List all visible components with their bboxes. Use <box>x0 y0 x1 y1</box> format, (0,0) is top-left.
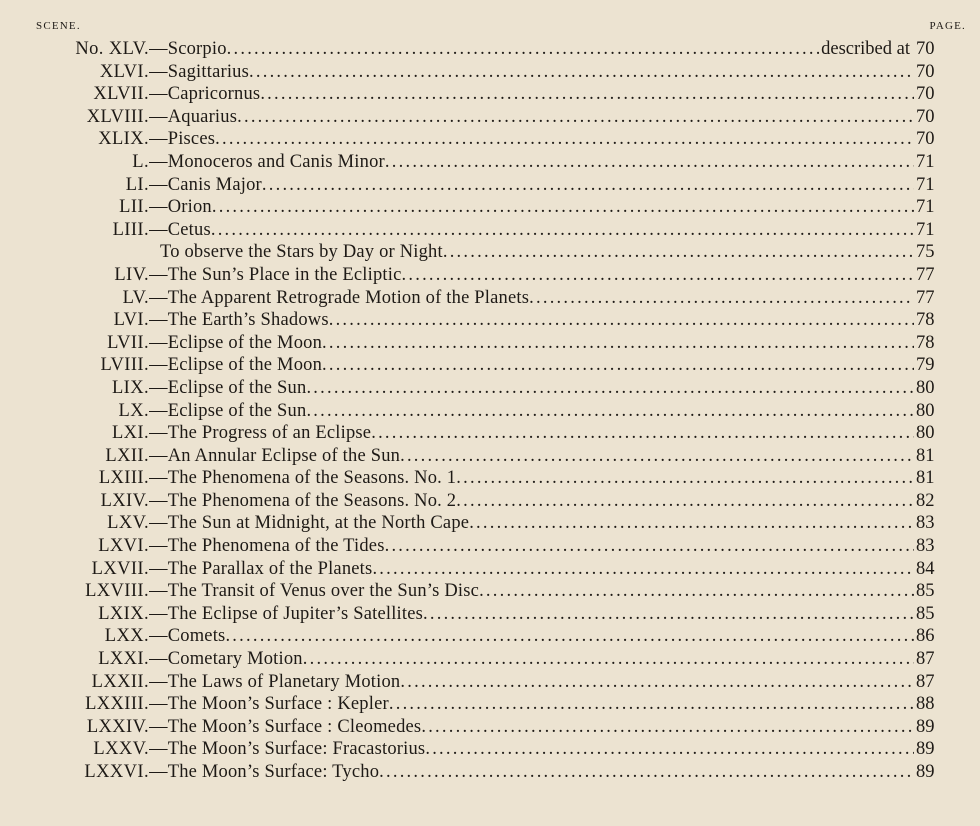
scene-number: LXX. <box>104 626 149 647</box>
entry-line <box>149 625 914 648</box>
page-number: 77 <box>916 287 935 308</box>
page-number: 83 <box>916 536 935 557</box>
dot-leader <box>402 264 914 287</box>
page-number: 71 <box>916 219 935 240</box>
entry-line <box>149 671 914 694</box>
contents-entry <box>0 422 980 445</box>
dot-leader <box>215 128 914 151</box>
scene-number: No. XLV. <box>75 39 149 59</box>
page-number: 70 <box>916 39 935 59</box>
entry-line <box>149 716 914 739</box>
page-number: 77 <box>916 264 935 285</box>
scene-number: LIV. <box>114 264 149 285</box>
contents-entry <box>0 648 980 671</box>
contents-entry <box>0 580 980 603</box>
page-number: 70 <box>916 84 935 105</box>
page-number: 71 <box>916 151 935 172</box>
page-number: 70 <box>916 129 935 150</box>
entry-line <box>149 38 914 61</box>
contents-entry <box>0 625 980 648</box>
page-number: 89 <box>916 762 935 782</box>
scene-title: —Eclipse of the Sun <box>149 377 307 398</box>
page-number: 88 <box>916 694 935 715</box>
scene-title: —Canis Major <box>149 174 262 195</box>
scene-title: —The Eclipse of Jupiter’s Satellites <box>149 603 424 624</box>
entry-suffix: described at <box>821 39 910 59</box>
page-number: 70 <box>916 61 935 82</box>
scene-title: —The Parallax of the Planets <box>149 558 373 579</box>
scene-title: —The Earth’s Shadows <box>149 310 329 331</box>
page-number: 85 <box>916 603 935 624</box>
scene-number: LXXII. <box>91 671 149 692</box>
scene-title: —The Apparent Retrograde Motion of the Planets <box>149 287 530 308</box>
scene-number: XLIX. <box>98 129 149 150</box>
entry-line <box>149 535 914 558</box>
dot-leader <box>385 535 914 558</box>
scene-number: LXXIII. <box>85 694 149 715</box>
scene-title: —The Laws of Planetary Motion <box>149 671 401 692</box>
contents-entry <box>0 83 980 106</box>
dot-leader <box>227 38 819 61</box>
dot-leader <box>479 580 914 603</box>
scene-title: —The Sun’s Place in the Ecliptic <box>149 264 402 285</box>
dot-leader <box>389 693 914 716</box>
entry-line <box>149 467 914 490</box>
dot-leader <box>303 648 914 671</box>
contents-entry <box>0 287 980 310</box>
page-number: 78 <box>916 310 935 331</box>
page-number: 89 <box>916 716 935 737</box>
scene-number: XLVIII. <box>86 106 149 127</box>
entry-line <box>149 196 914 219</box>
scene-title: —The Moon’s Surface : Kepler <box>149 694 389 715</box>
scene-number: LXXV. <box>93 739 149 760</box>
scene-number: LXXVI. <box>84 762 149 782</box>
page-number: 84 <box>916 558 935 579</box>
dot-leader <box>322 354 914 377</box>
entry-line <box>149 558 914 581</box>
dot-leader <box>456 467 914 490</box>
entry-line <box>149 61 914 84</box>
scene-title: —Eclipse of the Moon <box>149 355 323 376</box>
dot-leader <box>529 287 914 310</box>
scene-title: —Aquarius <box>149 106 238 127</box>
entry-line <box>149 512 914 535</box>
scene-title: —Cetus <box>149 219 211 240</box>
dot-leader <box>371 422 914 445</box>
scene-number: LXVII. <box>91 558 149 579</box>
dot-leader <box>329 309 914 332</box>
scene-number: LV. <box>122 287 149 308</box>
contents-entry <box>0 603 980 626</box>
page-number: 80 <box>916 377 935 398</box>
contents-entry <box>0 761 980 784</box>
scene-title: —The Progress of an Eclipse <box>149 423 372 444</box>
dot-leader <box>306 400 914 423</box>
scene-title: —The Moon’s Surface: Fracastorius <box>149 739 426 760</box>
scene-number: LXIV. <box>100 490 149 511</box>
scene-title: —The Sun at Midnight, at the North Cape <box>149 513 470 534</box>
dot-leader <box>306 377 914 400</box>
scene-number: LIII. <box>112 219 149 240</box>
entry-line <box>149 738 914 761</box>
scene-title: —Eclipse of the Moon <box>149 332 323 353</box>
contents-entry <box>0 106 980 129</box>
contents-entry <box>0 219 980 242</box>
entry-line <box>149 761 914 784</box>
dot-leader <box>260 83 914 106</box>
contents-entry <box>0 490 980 513</box>
entry-line <box>149 287 914 310</box>
page-number: 85 <box>916 581 935 602</box>
contents-list <box>0 38 980 784</box>
scene-title: —Monoceros and Canis Minor <box>149 151 385 172</box>
entry-line <box>149 422 914 445</box>
entry-line <box>149 490 914 513</box>
entry-line <box>149 603 914 626</box>
contents-entry <box>0 61 980 84</box>
page-number: 86 <box>916 626 935 647</box>
page-number: 70 <box>916 106 935 127</box>
dot-leader <box>212 196 914 219</box>
entry-line <box>149 151 914 174</box>
contents-entry <box>0 671 980 694</box>
entry-line <box>149 83 914 106</box>
scene-number: LX. <box>118 400 149 421</box>
entry-line <box>149 354 914 377</box>
scene-number: LXII. <box>105 445 149 466</box>
scene-title: —The Phenomena of the Tides <box>149 536 385 557</box>
scene-number: XLVII. <box>93 84 149 105</box>
contents-entry <box>0 693 980 716</box>
scene-title: —The Phenomena of the Seasons. No. 1 <box>149 468 457 489</box>
page-number: 78 <box>916 332 935 353</box>
page-number: 87 <box>916 671 935 692</box>
scene-title: —The Moon’s Surface : Cleomedes <box>149 716 422 737</box>
contents-entry <box>0 535 980 558</box>
entry-line <box>149 309 914 332</box>
page-number: 80 <box>916 423 935 444</box>
contents-entry <box>0 716 980 739</box>
contents-entry <box>0 309 980 332</box>
dot-leader <box>421 716 914 739</box>
entry-line <box>149 445 914 468</box>
entry-line <box>149 264 914 287</box>
contents-entry <box>0 38 980 61</box>
contents-entry <box>0 512 980 535</box>
dot-leader <box>469 512 914 535</box>
scene-title: —Sagittarius <box>149 61 250 82</box>
dot-leader <box>249 61 914 84</box>
contents-entry <box>0 377 980 400</box>
scene-title: —Scorpio <box>149 39 227 59</box>
scene-title: —Pisces <box>149 129 216 150</box>
page-number: 89 <box>916 739 935 760</box>
scene-number: LXVI. <box>98 536 149 557</box>
page-number: 81 <box>916 468 935 489</box>
scene-number: LXXIV. <box>86 716 149 737</box>
entry-line <box>149 332 914 355</box>
dot-leader <box>425 738 914 761</box>
dot-leader <box>372 558 914 581</box>
scene-title: —Eclipse of the Sun <box>149 400 307 421</box>
scene-number: LXVIII. <box>85 581 149 602</box>
page-number: 79 <box>916 355 935 376</box>
contents-entry <box>0 264 980 287</box>
contents-entry <box>0 354 980 377</box>
scene-column-heading: SCENE. <box>36 20 81 32</box>
contents-entry <box>0 467 980 490</box>
scene-title: —The Moon’s Surface: Tycho <box>149 762 380 782</box>
scene-number: LVIII. <box>100 355 149 376</box>
contents-entry <box>0 445 980 468</box>
scene-title: To observe the Stars by Day or Night <box>160 242 443 263</box>
entry-line <box>149 693 914 716</box>
contents-entry <box>0 332 980 355</box>
entry-line <box>149 648 914 671</box>
contents-entry <box>0 400 980 423</box>
entry-line <box>149 377 914 400</box>
page-number: 71 <box>916 197 935 218</box>
scene-number: LIX. <box>111 377 149 398</box>
contents-entry <box>0 151 980 174</box>
dot-leader <box>423 603 914 626</box>
entry-line <box>149 128 914 151</box>
dot-leader <box>262 174 914 197</box>
entry-line <box>149 106 914 129</box>
scene-number: LXIII. <box>98 468 149 489</box>
dot-leader <box>456 490 914 513</box>
scene-number: LVII. <box>107 332 149 353</box>
scene-number: LXIX. <box>98 603 149 624</box>
contents-entry <box>0 738 980 761</box>
scene-number: XLVI. <box>99 61 149 82</box>
dot-leader <box>211 219 914 242</box>
entry-line <box>149 400 914 423</box>
contents-entry <box>0 558 980 581</box>
entry-line <box>149 219 914 242</box>
page-number: 81 <box>916 445 935 466</box>
contents-entry <box>0 174 980 197</box>
scene-title: —Capricornus <box>149 84 261 105</box>
dot-leader <box>443 241 914 264</box>
page-number: 82 <box>916 490 935 511</box>
scene-number: LVI. <box>113 310 149 331</box>
dot-leader <box>400 445 914 468</box>
scene-number: LI. <box>125 174 149 195</box>
page-number: 80 <box>916 400 935 421</box>
entry-line <box>149 174 914 197</box>
scene-number: LII. <box>119 197 149 218</box>
dot-leader <box>400 671 914 694</box>
dot-leader <box>385 151 914 174</box>
scene-number: LXI. <box>111 423 149 444</box>
scene-number: LXXI. <box>98 649 149 670</box>
scene-title: —Cometary Motion <box>149 649 303 670</box>
scene-number: LXV. <box>107 513 149 534</box>
contents-entry <box>0 241 980 264</box>
dot-leader <box>379 761 914 784</box>
scene-title: —An Annular Eclipse of the Sun <box>149 445 401 466</box>
page-column-heading: PAGE. <box>929 20 966 32</box>
scene-title: —The Transit of Venus over the Sun’s Disc <box>149 581 480 602</box>
dot-leader <box>237 106 914 129</box>
page-number: 87 <box>916 649 935 670</box>
contents-entry <box>0 196 980 219</box>
page-number: 83 <box>916 513 935 534</box>
page-number: 75 <box>916 242 935 263</box>
dot-leader <box>225 625 914 648</box>
contents-entry <box>0 128 980 151</box>
dot-leader <box>322 332 914 355</box>
scene-number: L. <box>132 151 149 172</box>
entry-line <box>160 241 914 264</box>
scene-title: —Comets <box>149 626 226 647</box>
scene-title: —The Phenomena of the Seasons. No. 2 <box>149 490 457 511</box>
scene-title: —Orion <box>149 197 212 218</box>
page-number: 71 <box>916 174 935 195</box>
entry-line <box>149 580 914 603</box>
